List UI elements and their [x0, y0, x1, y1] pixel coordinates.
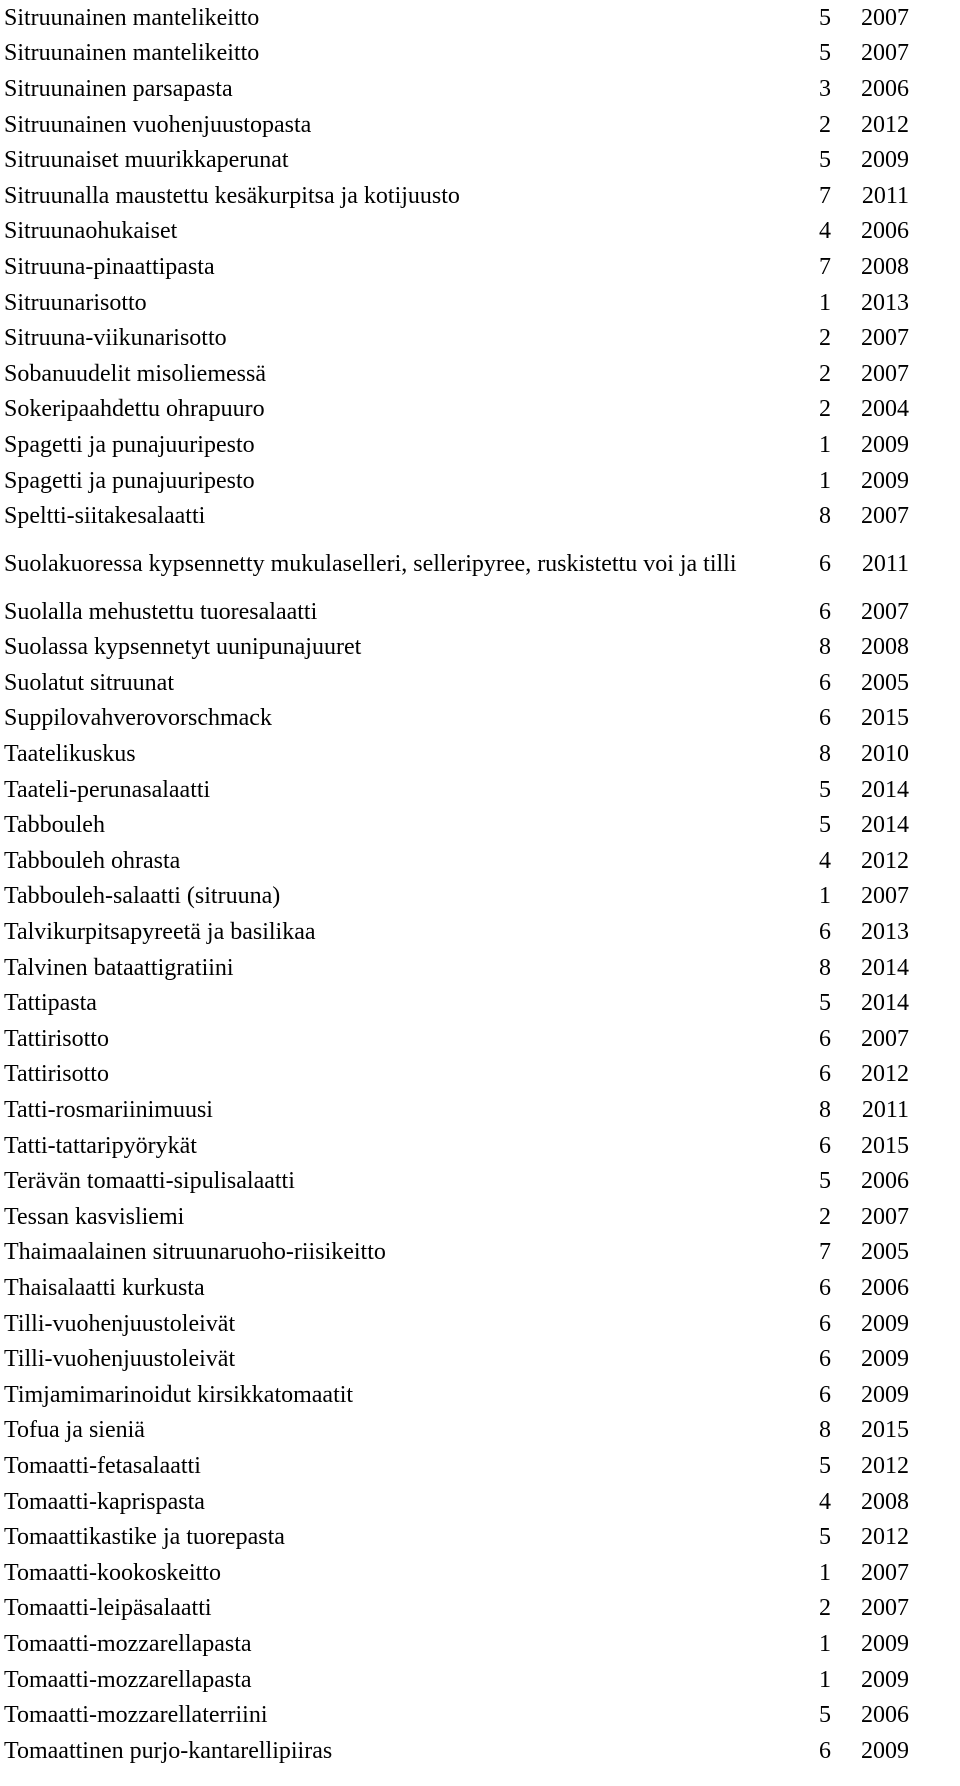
recipe-row — [4, 1341, 956, 1377]
recipe-row — [4, 463, 956, 499]
recipe-year: 2014 — [861, 776, 909, 803]
recipe-row — [4, 392, 956, 428]
recipe-count: 1 — [819, 467, 831, 494]
recipe-count: 5 — [819, 1452, 831, 1479]
recipe-year: 2011 — [861, 550, 909, 577]
recipe-year: 2006 — [861, 1702, 909, 1729]
recipe-year: 2009 — [861, 1666, 909, 1693]
recipe-year: 2007 — [861, 1559, 909, 1586]
recipe-name: Spagetti ja punajuuripesto — [4, 431, 255, 458]
recipe-count: 8 — [819, 1417, 831, 1444]
recipe-row — [4, 0, 956, 36]
recipe-row — [4, 736, 956, 772]
recipe-name: Tomaatti-kookoskeitto — [4, 1559, 221, 1586]
recipe-count: 5 — [819, 1702, 831, 1729]
recipe-name: Spagetti ja punajuuripesto — [4, 467, 255, 494]
recipe-count: 5 — [819, 4, 831, 31]
recipe-name: Speltti-siitakesalaatti — [4, 503, 206, 530]
recipe-row — [4, 1591, 956, 1627]
recipe-count: 6 — [819, 1310, 831, 1337]
recipe-year: 2009 — [861, 1346, 909, 1373]
recipe-year: 2009 — [861, 147, 909, 174]
recipe-row — [4, 1270, 956, 1306]
recipe-count: 6 — [819, 1061, 831, 1088]
recipe-name: Tomaatti-mozzarellapasta — [4, 1630, 252, 1657]
recipe-name: Sitruunainen mantelikeitto — [4, 4, 260, 31]
recipe-name: Tabbouleh — [4, 812, 105, 839]
recipe-row — [4, 178, 956, 214]
recipe-year: 2007 — [861, 325, 909, 352]
recipe-count: 3 — [819, 75, 831, 102]
recipe-year: 2009 — [861, 467, 909, 494]
recipe-year: 2007 — [861, 360, 909, 387]
recipe-year: 2006 — [861, 1274, 909, 1301]
recipe-count: 4 — [819, 847, 831, 874]
recipe-name: Tomaatti-kaprispasta — [4, 1488, 205, 1515]
recipe-row — [4, 498, 956, 534]
recipe-row — [4, 665, 956, 701]
recipe-count: 1 — [819, 289, 831, 316]
recipe-name: Sitruunalla maustettu kesäkurpitsa ja kotijuusto — [4, 182, 460, 209]
recipe-row — [4, 214, 956, 250]
recipe-name: Tomaatti-leipäsalaatti — [4, 1595, 212, 1622]
recipe-name: Tomaatti-fetasalaatti — [4, 1452, 201, 1479]
recipe-row — [4, 1199, 956, 1235]
recipe-count: 6 — [819, 1381, 831, 1408]
recipe-year: 2011 — [861, 182, 909, 209]
recipe-name: Sokeripaahdettu ohrapuuro — [4, 396, 265, 423]
recipe-row — [4, 879, 956, 915]
recipe-name: Tatti-tattaripyörykät — [4, 1132, 197, 1159]
recipe-name: Talvikurpitsapyreetä ja basilikaa — [4, 919, 316, 946]
recipe-year: 2006 — [861, 75, 909, 102]
recipe-year: 2008 — [861, 253, 909, 280]
recipe-row — [4, 285, 956, 321]
recipe-name: Suppilovahverovorschmack — [4, 705, 272, 732]
recipe-count: 7 — [819, 1239, 831, 1266]
recipe-row — [4, 1519, 956, 1555]
recipe-row — [4, 1448, 956, 1484]
recipe-name: Suolakuoressa kypsennetty mukulaselleri, selleripyree, ruskistettu voi ja tilli — [4, 550, 737, 577]
recipe-year: 2005 — [861, 669, 909, 696]
recipe-name: Terävän tomaatti-sipulisalaatti — [4, 1168, 295, 1195]
recipe-count: 6 — [819, 705, 831, 732]
recipe-name: Sitruunarisotto — [4, 289, 147, 316]
recipe-row — [4, 1057, 956, 1093]
recipe-count: 5 — [819, 147, 831, 174]
recipe-row — [4, 1306, 956, 1342]
recipe-count: 2 — [819, 396, 831, 423]
recipe-row — [4, 142, 956, 178]
recipe-count: 8 — [819, 741, 831, 768]
recipe-name: Sitruunaiset muurikkaperunat — [4, 147, 289, 174]
recipe-row — [4, 772, 956, 808]
recipe-row — [4, 1662, 956, 1698]
recipe-row — [4, 1163, 956, 1199]
recipe-year: 2007 — [861, 4, 909, 31]
recipe-count: 5 — [819, 776, 831, 803]
recipe-count: 7 — [819, 182, 831, 209]
recipe-row — [4, 807, 956, 843]
recipe-row — [4, 36, 956, 72]
recipe-name: Sitruuna-viikunarisotto — [4, 325, 227, 352]
recipe-name: Tomaattikastike ja tuorepasta — [4, 1524, 285, 1551]
recipe-count: 6 — [819, 598, 831, 625]
recipe-year: 2008 — [861, 1488, 909, 1515]
recipe-name: Taatelikuskus — [4, 741, 136, 768]
recipe-row — [4, 249, 956, 285]
recipe-count: 7 — [819, 253, 831, 280]
recipe-row — [4, 1092, 956, 1128]
recipe-name: Tofua ja sieniä — [4, 1417, 145, 1444]
recipe-count: 1 — [819, 1630, 831, 1657]
recipe-count: 8 — [819, 634, 831, 661]
recipe-row — [4, 71, 956, 107]
recipe-year: 2013 — [861, 289, 909, 316]
recipe-count: 6 — [819, 919, 831, 946]
recipe-year: 2009 — [861, 1737, 909, 1764]
recipe-year: 2012 — [861, 111, 909, 138]
recipe-row — [4, 1021, 956, 1057]
recipe-name: Tomaattinen purjo-kantarellipiiras — [4, 1737, 333, 1764]
recipe-year: 2009 — [861, 1630, 909, 1657]
recipe-year: 2012 — [861, 1061, 909, 1088]
recipe-year: 2009 — [861, 1310, 909, 1337]
recipe-name: Tattipasta — [4, 990, 97, 1017]
recipe-count: 5 — [819, 812, 831, 839]
recipe-count: 6 — [819, 1274, 831, 1301]
recipe-year: 2015 — [861, 1132, 909, 1159]
recipe-count: 4 — [819, 1488, 831, 1515]
recipe-row — [4, 1377, 956, 1413]
recipe-name: Tilli-vuohenjuustoleivät — [4, 1310, 236, 1337]
recipe-year: 2012 — [861, 847, 909, 874]
recipe-year: 2013 — [861, 919, 909, 946]
recipe-row — [4, 1697, 956, 1733]
recipe-name: Suolatut sitruunat — [4, 669, 174, 696]
recipe-name: Tabbouleh ohrasta — [4, 847, 181, 874]
recipe-year: 2007 — [861, 598, 909, 625]
recipe-year: 2014 — [861, 812, 909, 839]
recipe-year: 2006 — [861, 1168, 909, 1195]
recipe-row — [4, 107, 956, 143]
recipe-count: 4 — [819, 218, 831, 245]
recipe-count: 1 — [819, 883, 831, 910]
recipe-name: Talvinen bataattigratiini — [4, 954, 234, 981]
recipe-row — [4, 1555, 956, 1591]
recipe-count: 8 — [819, 954, 831, 981]
recipe-row — [4, 985, 956, 1021]
recipe-name: Suolalla mehustettu tuoresalaatti — [4, 598, 318, 625]
recipe-count: 8 — [819, 1097, 831, 1124]
recipe-name: Thaisalaatti kurkusta — [4, 1274, 205, 1301]
recipe-row — [4, 1235, 956, 1271]
recipe-year: 2005 — [861, 1239, 909, 1266]
recipe-name: Sitruunaohukaiset — [4, 218, 178, 245]
recipe-count: 5 — [819, 1524, 831, 1551]
recipe-name: Suolassa kypsennetyt uunipunajuuret — [4, 634, 362, 661]
recipe-count: 1 — [819, 431, 831, 458]
recipe-row — [4, 843, 956, 879]
recipe-count: 6 — [819, 550, 831, 577]
recipe-year: 2009 — [861, 431, 909, 458]
recipe-name: Tabbouleh-salaatti (sitruuna) — [4, 883, 281, 910]
recipe-name: Sitruunainen parsapasta — [4, 75, 233, 102]
recipe-year: 2012 — [861, 1524, 909, 1551]
recipe-year: 2011 — [861, 1097, 909, 1124]
recipe-row — [4, 320, 956, 356]
recipe-year: 2007 — [861, 883, 909, 910]
recipe-row — [4, 356, 956, 392]
recipe-name: Tomaatti-mozzarellaterriini — [4, 1702, 268, 1729]
recipe-row — [4, 914, 956, 950]
recipe-count: 2 — [819, 1595, 831, 1622]
recipe-count: 5 — [819, 40, 831, 67]
recipe-name: Timjamimarinoidut kirsikkatomaatit — [4, 1381, 354, 1408]
recipe-name: Tattirisotto — [4, 1025, 109, 1052]
recipe-row — [4, 1626, 956, 1662]
recipe-year: 2008 — [861, 634, 909, 661]
recipe-count: 2 — [819, 325, 831, 352]
recipe-name: Sitruunainen mantelikeitto — [4, 40, 260, 67]
recipe-count: 6 — [819, 1346, 831, 1373]
recipe-name: Sitruuna-pinaattipasta — [4, 253, 215, 280]
recipe-year: 2012 — [861, 1452, 909, 1479]
recipe-year: 2014 — [861, 990, 909, 1017]
recipe-name: Tattirisotto — [4, 1061, 109, 1088]
recipe-count: 1 — [819, 1559, 831, 1586]
recipe-row — [4, 1733, 956, 1769]
recipe-count: 6 — [819, 1132, 831, 1159]
recipe-year: 2010 — [861, 741, 909, 768]
recipe-year: 2015 — [861, 1417, 909, 1444]
recipe-count: 5 — [819, 990, 831, 1017]
recipe-count: 8 — [819, 503, 831, 530]
recipe-name: Sobanuudelit misoliemessä — [4, 360, 266, 387]
recipe-name: Thaimaalainen sitruunaruoho-riisikeitto — [4, 1239, 386, 1266]
recipe-row — [4, 950, 956, 986]
recipe-row — [4, 1484, 956, 1520]
recipe-row — [4, 1413, 956, 1449]
recipe-year: 2007 — [861, 1595, 909, 1622]
recipe-year: 2006 — [861, 218, 909, 245]
recipe-count: 5 — [819, 1168, 831, 1195]
recipe-year: 2007 — [861, 503, 909, 530]
recipe-year: 2007 — [861, 40, 909, 67]
recipe-row — [4, 534, 956, 594]
recipe-count: 2 — [819, 1203, 831, 1230]
recipe-name: Tatti-rosmariinimuusi — [4, 1097, 213, 1124]
recipe-name: Sitruunainen vuohenjuustopasta — [4, 111, 312, 138]
recipe-count: 2 — [819, 360, 831, 387]
recipe-count: 6 — [819, 1737, 831, 1764]
recipe-name: Tessan kasvisliemi — [4, 1203, 185, 1230]
recipe-count: 6 — [819, 1025, 831, 1052]
recipe-list — [4, 0, 956, 1769]
recipe-row — [4, 630, 956, 666]
recipe-count: 2 — [819, 111, 831, 138]
recipe-row — [4, 1128, 956, 1164]
recipe-row — [4, 701, 956, 737]
recipe-year: 2007 — [861, 1025, 909, 1052]
recipe-name: Tilli-vuohenjuustoleivät — [4, 1346, 236, 1373]
recipe-name: Taateli-perunasalaatti — [4, 776, 211, 803]
recipe-year: 2009 — [861, 1381, 909, 1408]
recipe-year: 2015 — [861, 705, 909, 732]
recipe-count: 1 — [819, 1666, 831, 1693]
recipe-year: 2007 — [861, 1203, 909, 1230]
recipe-row — [4, 594, 956, 630]
recipe-name: Tomaatti-mozzarellapasta — [4, 1666, 252, 1693]
recipe-year: 2014 — [861, 954, 909, 981]
recipe-count: 6 — [819, 669, 831, 696]
recipe-row — [4, 427, 956, 463]
recipe-year: 2004 — [861, 396, 909, 423]
